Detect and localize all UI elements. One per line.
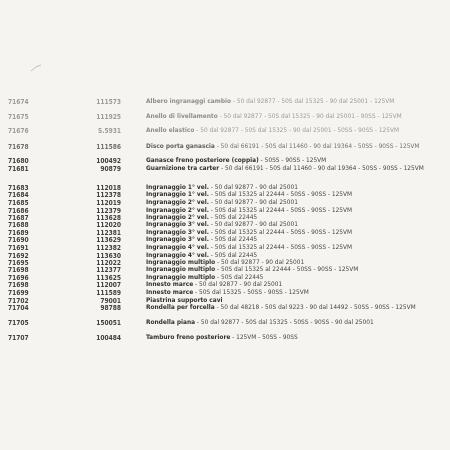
part-reference: 112020 <box>96 221 121 229</box>
part-description <box>146 334 442 341</box>
part-code: 71689 <box>8 229 29 237</box>
part-reference: 113629 <box>96 236 121 244</box>
part-applicability: - 50 dal 48218 - 50S dal 9223 - 90 dal 14492 - 50SS - 90SS - 125VM <box>214 303 416 311</box>
part-description <box>146 98 442 105</box>
part-code: 71687 <box>8 214 29 222</box>
part-applicability: - 50S dal 15325 - 50SS - 90SS - 125VM <box>193 288 309 296</box>
part-code: 71675 <box>8 113 29 121</box>
part-applicability: - 50 dal 92877 - 50S dal 15325 - 90 dal 25001 - 50SS - 90SS - 125VM <box>194 126 400 134</box>
part-description <box>146 289 442 296</box>
part-description <box>146 157 442 164</box>
part-code: 71681 <box>8 165 29 173</box>
part-applicability: - 125VM - 50SS - 90SS <box>230 333 298 341</box>
part-name: Ingranaggio 4° vel. <box>146 243 209 251</box>
part-code: 71695 <box>8 259 29 267</box>
part-reference: 112377 <box>96 266 121 274</box>
part-description <box>146 191 442 198</box>
part-applicability: - 50 dal 66191 - 50S dal 11460 - 90 dal 19364 - 50SS - 90SS - 125VM <box>219 164 424 172</box>
part-code: 71684 <box>8 191 29 199</box>
part-applicability: - 50SS - 90SS - 125VM <box>258 156 327 164</box>
part-name: Ingranaggio 3° vel. <box>146 220 209 228</box>
part-description <box>146 199 442 206</box>
part-reference: 112381 <box>96 229 121 237</box>
part-applicability: - 50 dal 92877 - 90 dal 25001 <box>193 280 283 288</box>
part-code: 71678 <box>8 143 29 151</box>
part-reference: 112019 <box>96 199 121 207</box>
part-name: Ingranaggio 2° vel. <box>146 198 209 206</box>
part-description <box>146 304 442 311</box>
part-applicability: - 50S dal 22445 <box>208 235 258 243</box>
part-name: Ingranaggio 2° vel. <box>146 206 209 214</box>
part-code: 71705 <box>8 319 29 327</box>
part-name: Ingranaggio 1° vel. <box>146 183 209 191</box>
part-applicability: - 50S dal 15325 al 22444 - 50SS - 90SS - 125VM <box>208 206 353 214</box>
part-reference: S.5931 <box>97 127 121 135</box>
part-name: Ingranaggio 2° vel. <box>146 213 209 221</box>
part-description <box>146 165 442 172</box>
part-reference: 113625 <box>96 274 121 282</box>
part-code: 71702 <box>8 297 29 305</box>
part-name: Ingranaggio 4° vel. <box>146 251 209 259</box>
part-reference: 112379 <box>96 207 121 215</box>
part-description <box>146 236 442 243</box>
part-reference: 111589 <box>96 289 121 297</box>
part-code: 71680 <box>8 157 29 165</box>
part-name: Anello di livellamento <box>146 112 218 120</box>
part-code: 71698 <box>8 266 29 274</box>
part-reference: 90879 <box>100 165 121 173</box>
part-applicability: - 50 dal 66191 - 50S dal 11460 - 90 dal 19364 - 50SS - 90SS - 125VM <box>214 142 420 150</box>
part-code: 71676 <box>8 127 29 135</box>
part-reference: 79001 <box>100 297 121 305</box>
part-reference: 100484 <box>96 334 121 342</box>
part-reference: 111925 <box>96 113 121 121</box>
part-applicability: - 50 dal 92877 - 90 dal 25001 <box>208 220 298 228</box>
part-applicability: - 50S dal 22445 <box>208 251 258 259</box>
part-name: Innesto marce <box>146 280 194 288</box>
part-reference: 112382 <box>96 244 121 252</box>
part-name: Ingranaggio 3° vel. <box>146 235 209 243</box>
part-reference: 111586 <box>96 143 121 151</box>
part-code: 71690 <box>8 236 29 244</box>
part-applicability: - 50S dal 15325 al 22444 - 50SS - 90SS - 125VM <box>215 265 359 273</box>
part-code: 71698 <box>8 281 29 289</box>
part-reference: 111573 <box>96 98 121 106</box>
part-code: 71691 <box>8 244 29 252</box>
part-name: Guarnizione tra carter <box>146 164 220 172</box>
part-code: 71704 <box>8 304 29 312</box>
part-code: 71686 <box>8 207 29 215</box>
part-code: 71674 <box>8 98 29 106</box>
part-name: Ganasce freno posteriore (coppia) <box>146 156 259 164</box>
part-code: 71707 <box>8 334 29 342</box>
part-applicability: - 50 dal 92877 - 50S dal 15325 - 50SS - 90SS - 90 dal 25001 <box>195 318 374 326</box>
part-description <box>146 244 442 251</box>
part-applicability: - 50S dal 22445 <box>215 273 264 281</box>
part-reference: 112007 <box>96 281 121 289</box>
part-code: 71685 <box>8 199 29 207</box>
part-name: Piastrina supporto cavi <box>146 296 223 304</box>
part-description <box>146 281 442 288</box>
part-description <box>146 127 442 134</box>
part-reference: 113630 <box>96 252 121 260</box>
part-name: Ingranaggio multiplo <box>146 273 216 281</box>
part-applicability: - 50S dal 15325 al 22444 - 50SS - 90SS - 125VM <box>208 243 353 251</box>
part-name: Anello elastico <box>146 126 195 134</box>
part-code: 71692 <box>8 252 29 260</box>
part-reference: 113628 <box>96 214 121 222</box>
part-name: Disco porta ganascia <box>146 142 215 150</box>
part-description <box>146 266 442 273</box>
part-name: Rondella per forcella <box>146 303 215 311</box>
part-name: Ingranaggio 1° vel. <box>146 190 209 198</box>
part-name: Ingranaggio multiplo <box>146 258 216 266</box>
part-applicability: - 50 dal 92877 - 90 dal 25001 <box>208 198 298 206</box>
part-name: Ingranaggio multiplo <box>146 265 216 273</box>
part-reference: 112018 <box>96 184 121 192</box>
part-description <box>146 319 442 326</box>
part-applicability: - 50S dal 15325 al 22444 - 50SS - 90SS - 125VM <box>208 190 353 198</box>
part-applicability: - 50S dal 22445 <box>208 213 258 221</box>
part-reference: 112022 <box>96 259 121 267</box>
part-description <box>146 221 442 228</box>
part-applicability: - 50S dal 15325 al 22444 - 50SS - 90SS - 125VM <box>208 228 353 236</box>
part-code: 71688 <box>8 221 29 229</box>
part-reference: 98788 <box>100 304 121 312</box>
part-description <box>146 113 442 120</box>
part-name: Ingranaggio 3° vel. <box>146 228 209 236</box>
part-reference: 100492 <box>96 157 121 165</box>
part-applicability: - 50 dal 92877 - 90 dal 25001 <box>208 183 298 191</box>
part-reference: 112378 <box>96 191 121 199</box>
part-name: Tamburo freno posteriore <box>146 333 231 341</box>
part-applicability: - 50 dal 92877 - 50S dal 15325 - 90 dal 25001 - 125VM <box>231 97 395 105</box>
part-name: Innesto marce <box>146 288 194 296</box>
part-name: Albero ingranaggi cambio <box>146 97 232 105</box>
part-applicability: - 50 dal 92877 - 90 dal 25001 <box>215 258 305 266</box>
part-reference: 150051 <box>96 319 121 327</box>
part-applicability: - 50 dal 92877 - 50S dal 15325 - 90 dal 25001 - 90SS - 125VM <box>217 112 402 120</box>
part-code: 71683 <box>8 184 29 192</box>
part-name: Rondella piana <box>146 318 196 326</box>
part-code: 71696 <box>8 274 29 282</box>
part-description <box>146 143 442 150</box>
part-code: 71699 <box>8 289 29 297</box>
